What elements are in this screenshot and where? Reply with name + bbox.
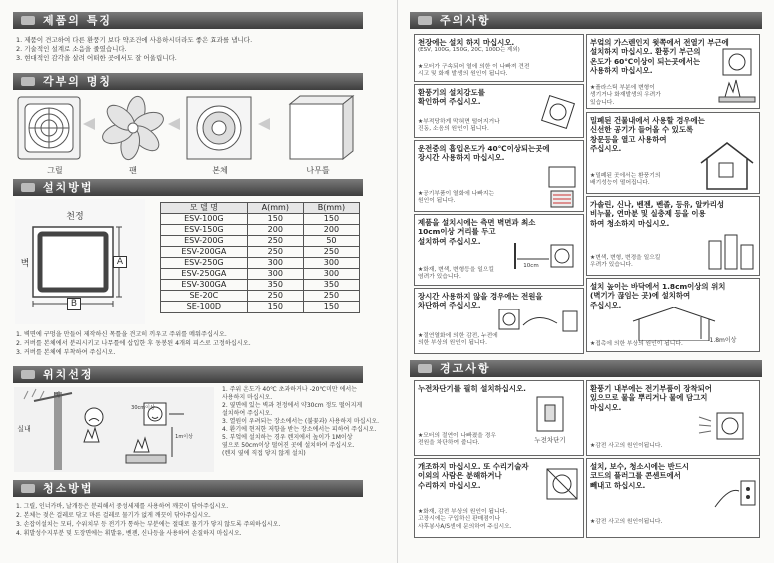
card-text: 환풍기의 설치강도를 확인하여 주십시오.	[418, 88, 485, 107]
caution-card-wall-distance	[414, 214, 584, 286]
cell: 150	[247, 214, 303, 225]
rain-label: 비	[53, 391, 61, 399]
card-note: ★화재, 감전 부상의 원인이 됩니다. 고장시에는 구입하신 판매점이나 사후봉사A/S센에 문의하여 주십시오.	[418, 509, 512, 530]
grille-drawing	[18, 97, 80, 159]
table-row	[161, 236, 360, 247]
location-header: 위치선정	[13, 366, 363, 383]
install-note-3: 3. 커버를 본체에 부착하여 주십시오.	[16, 349, 116, 356]
distance-30cm-label: 30cm이상	[131, 405, 155, 411]
caution-header: 주의사항	[410, 12, 762, 29]
feature-1: 1. 제품이 견고하여 다른 환풍기 보다 약조건에 사용하시더라도 좋은 효과를 냅니다.	[16, 36, 253, 44]
cell: 200	[247, 225, 303, 236]
parts-header: 각부의 명칭	[13, 73, 363, 90]
location-note-4: 4. 환기에 현저한 저항을 받는 장소에서는 피하여 주십시오.	[222, 426, 377, 433]
table-row	[161, 291, 360, 302]
part-label-frame: 나무틀	[306, 166, 330, 175]
stove-icon	[717, 47, 757, 103]
caution-card-chemicals	[586, 196, 760, 276]
card-note: ★플라스틱 부분에 변형이 생기거나 화재발생의 우려가 있습니다.	[590, 85, 661, 106]
card-note: ★접촉에 의한 부상의 원인이 됩니다.	[590, 341, 683, 347]
card-text: 설치, 보수, 청소시에는 반드시 코드의 플러그를 콘센트에서 빼내고 하십시오.	[590, 462, 690, 490]
table-header-b: B(mm)	[303, 203, 359, 214]
cell: ESV-200G	[161, 236, 248, 247]
location-note-2: 2. 옆면에 있는 벽과 천정에서 약30cm 정도 떨어지게	[222, 402, 363, 409]
part-label-body: 본체	[212, 166, 228, 175]
cell: 200	[303, 225, 359, 236]
cell: 300	[303, 269, 359, 280]
location-note-5c: (렌지 옆에 직접 닿지 않게 설치)	[222, 450, 306, 457]
card-note: ★감전 사고의 원인이됩니다.	[590, 519, 663, 525]
cell: SE-20C	[161, 291, 248, 302]
cell: ESV-100G	[161, 214, 248, 225]
cell: 250	[247, 247, 303, 258]
card-note: ★화재, 변색, 변형등을 일으킬 염려가 있습니다.	[418, 267, 495, 281]
table-row	[161, 258, 360, 269]
location-note-3: 3. 열원이 우려되는 장소에서는 (불꽃과) 사용하지 마십시오.	[222, 418, 380, 425]
card-note: ★모터가 구속되어 열에 의한 이 나빠져 견전 시고 및 화재 발생의 원인이 됩니다.	[418, 64, 530, 78]
parts-illustration	[15, 94, 360, 164]
card-text: 부엌의 가스렌인지 윗쪽에서 전열기 부근에 설치하지 마십시오. 환풍기 부근의 온도가 60℃이상이 되는곳에서는 사용하지 마십시오.	[590, 38, 729, 76]
table-row	[161, 269, 360, 280]
cell: 50	[303, 236, 359, 247]
features-header: 제품의 특징	[13, 12, 363, 29]
install-note-2: 2. 커버를 본체에서 분리시키고 나무틀에 삽입한 후 동봉된 4개의 피스로 고정하십시오.	[16, 340, 251, 347]
warning-card-modification	[414, 458, 584, 538]
ceiling-label: 천정	[66, 212, 84, 222]
card-text: 천장에는 설치 하지 마십시오.	[418, 38, 515, 47]
cell: ESV-150G	[161, 225, 248, 236]
card-text: 가솔린, 신나, 벤젠, 벤졸, 등유, 알카리성 비누물, 연마분 및 실충제 등을 이용 하여 청소하지 마십시오.	[590, 200, 724, 228]
table-row	[161, 280, 360, 291]
location-note-5b: 옆으로 50cm이상 떨어진 곳에 설치하여 주십시오.	[222, 442, 355, 449]
cell: 150	[303, 214, 359, 225]
house-icon	[697, 141, 757, 191]
card-text: 제품을 설치시에는 측면 벽면과 최소 10cm이상 거리를 두고 설치하여 주십시오.	[418, 218, 536, 246]
caution-card-temperature	[414, 140, 584, 212]
table-row	[161, 247, 360, 258]
location-diagram	[14, 387, 214, 472]
cleaning-1: 1. 그릴, 인너카바, 날개등은 분리해서 중성세제를 사용하여 깨끗이 닦아주십시오.	[16, 503, 229, 510]
falling-fan-icon	[537, 93, 581, 133]
table-row	[161, 302, 360, 313]
card-note: ★모터의 절연이 나빠졌을 경우 전원을 차단하여 줍니다.	[418, 433, 496, 447]
height-label: 1.8m이상	[709, 337, 737, 344]
cell: ESV-250G	[161, 258, 248, 269]
table-row	[161, 225, 360, 236]
water-spray-icon	[697, 411, 755, 441]
card-note: ★감전 사고의 원인이됩니다.	[590, 443, 663, 449]
table-header-model: 모 델 명	[161, 203, 248, 214]
cell: 350	[303, 280, 359, 291]
cell: ESV-300GA	[161, 280, 248, 291]
install-header: 설치방법	[13, 179, 363, 196]
table-row	[161, 214, 360, 225]
card-text: 장시간 사용하지 않을 경우에는 전원을 차단하여 주십시오.	[418, 292, 543, 311]
cleaning-2: 2. 본체는 젖은 걸레로 닦고 마른 걸레로 물기가 없게 깨끗이 닦아주십시오.	[16, 512, 211, 519]
cell: 250	[247, 236, 303, 247]
install-note-1: 1. 벽면에 구멍을 만들어 제작하신 목틀을 견고히 끼우고 주위를 메워주십시오.	[16, 331, 227, 338]
wood-frame-drawing	[290, 96, 353, 159]
model-dimension-table	[160, 202, 360, 313]
cleaning-4: 4. 휘발성수지부분 및 도장면에는 휘발유, 벤젠, 신나등을 사용하여 손질하지 마십시오.	[16, 530, 242, 537]
card-text: 환풍기 내부에는 전기부품이 장착되어 있으므로 물을 뿌리거나 물에 담그지 마십시오.	[590, 384, 712, 412]
cell: 300	[247, 258, 303, 269]
cell: SE-100D	[161, 302, 248, 313]
card-note: ★공기부품이 열화에 나빠지는 원인이 됩니다.	[418, 191, 495, 205]
card-text: 운전중의 흡입온도가 40℃이상되는곳에 장시간 사용하지 마십시오.	[418, 144, 550, 163]
location-note-1b: 사용하지 마십시오.	[222, 394, 273, 401]
cell: 250	[303, 291, 359, 302]
location-note-2b: 설치하여 주십시오.	[222, 410, 273, 417]
part-label-grille: 그릴	[47, 166, 63, 175]
caution-card-strength	[414, 84, 584, 138]
caution-card-height	[586, 278, 760, 352]
indoor-label: 실내	[17, 425, 31, 433]
heater-icon	[543, 165, 581, 209]
no-disassembly-icon	[543, 465, 581, 503]
caution-card-power-off	[414, 288, 584, 354]
breaker-icon	[535, 395, 565, 433]
cell: 300	[303, 258, 359, 269]
warning-card-unplug	[586, 458, 760, 538]
card-text: 누전차단기를 필히 설치하십시오.	[418, 384, 526, 393]
card-note: ★변색, 변형, 변경을 일으킬 우려가 있습니다.	[590, 255, 661, 269]
location-note-5: 5. 부엌에 설치하는 경우 렌지에서 높이가 1M이상	[222, 434, 353, 441]
caution-card-ventilation	[586, 112, 760, 194]
card-note: ★절연열화에 의한 감전, 누전에 의한 부상의 원인이 됩니다.	[418, 333, 498, 347]
warning-card-breaker	[414, 380, 584, 456]
card-note: ★부적당하게 막혀면 떨어지거나 진동, 소음의 원인이 됩니다.	[418, 119, 500, 133]
wall-label: 벽	[20, 259, 30, 269]
card-text: 설치 높이는 바닥에서 1.8cm이상의 위치 (벽기가 끊임는 곳)에 설치하여 주십시오.	[590, 282, 726, 310]
cell: 300	[247, 269, 303, 280]
warning-header: 경고사항	[410, 360, 762, 377]
cell: 350	[247, 280, 303, 291]
page-fold	[397, 0, 398, 563]
caution-card-ceiling	[414, 34, 584, 82]
feature-3: 3. 현대적인 감각을 살려 어떠한 곳에서도 잘 어울립니다.	[16, 54, 177, 62]
part-label-fan: 팬	[129, 166, 137, 175]
table-header-a: A(mm)	[247, 203, 303, 214]
cell: 150	[303, 302, 359, 313]
card-subtext: (ESV, 100G, 150G, 20C, 100D는 제외)	[418, 47, 520, 54]
cell: ESV-250GA	[161, 269, 248, 280]
breaker-label: 누전차단기	[534, 436, 566, 444]
location-note-1: 1. 주위 온도가 40℃ 초과하거나 -20℃미만 에서는	[222, 386, 358, 393]
cell: 250	[247, 291, 303, 302]
cell: 250	[303, 247, 359, 258]
cleaning-header: 청소방법	[13, 480, 363, 497]
dimension-a-label: A	[113, 256, 127, 268]
outlet-icon	[497, 309, 581, 333]
fan-drawing	[100, 95, 166, 161]
cell: 150	[247, 302, 303, 313]
card-text: 개조하지 마십시오. 또 수리기술자 이외의 사람은 분해하거나 수리하지 마십시오.	[418, 462, 529, 490]
chemical-bottles-icon	[705, 227, 757, 271]
distance-10cm-label: 10cm	[523, 263, 539, 269]
feature-2: 2. 기술적인 설계로 소음을 줄였습니다.	[16, 45, 127, 53]
warning-card-water	[586, 380, 760, 456]
distance-1m-label: 1m이상	[175, 434, 193, 440]
cleaning-3: 3. 손잡이설치는 모터, 수위치부 등 전기가 통하는 부분에는 절대로 물기가 닿지 않도록 주의하십시오.	[16, 521, 281, 528]
caution-card-stove	[586, 34, 760, 109]
card-text: 밀폐된 건물내에서 사용할 경우에는 신선한 공기가 들어올 수 있도록 창문등을 열고 사용하여 주십시오.	[590, 116, 705, 154]
unplug-icon	[713, 477, 757, 513]
cell: ESV-200GA	[161, 247, 248, 258]
dimension-b-label: B	[67, 298, 81, 310]
body-drawing	[187, 97, 251, 159]
card-note: ★밀폐된 곳에서는 환풍기의 배기성능이 떨어집니다.	[590, 173, 661, 187]
